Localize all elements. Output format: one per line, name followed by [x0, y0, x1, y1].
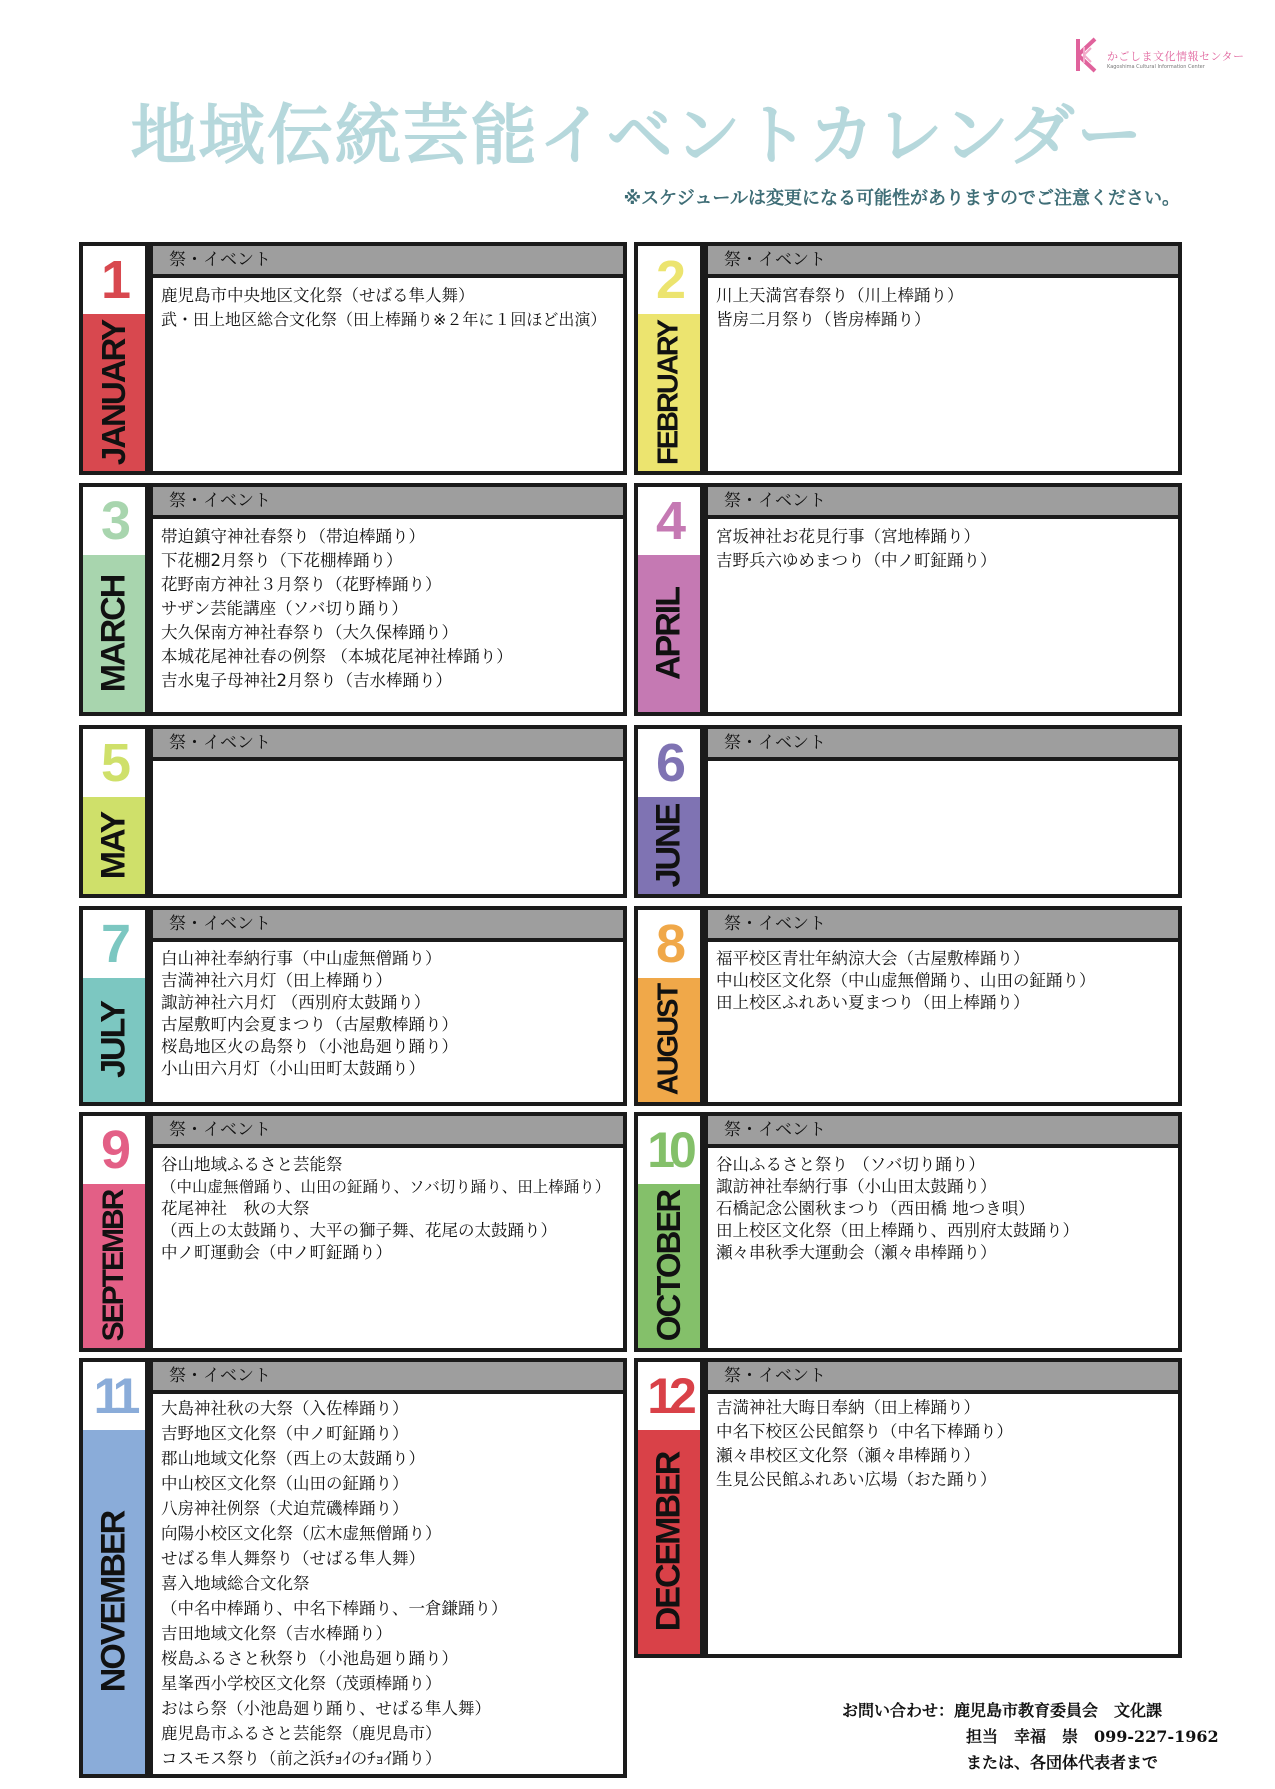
event-item: 吉満神社六月灯（田上棒踊り） — [161, 971, 392, 990]
month-name: MAY — [94, 812, 133, 879]
event-item: 田上校区文化祭（田上棒踊り、西別府太鼓踊り） — [716, 1221, 1079, 1240]
event-item: 吉水鬼子母神社2月祭り（吉水棒踊り） — [161, 671, 452, 690]
contact-line-1: お問い合わせ：鹿児島市教育委員会 文化課 — [842, 1701, 1163, 1720]
event-header: 祭・イベント — [153, 910, 623, 938]
event-list — [708, 278, 1178, 471]
event-item: 喜入地域総合文化祭 — [161, 1574, 310, 1593]
month-label-column — [638, 1116, 700, 1348]
event-header: 祭・イベント — [708, 729, 1178, 757]
month-label-column — [638, 487, 700, 712]
logo-k-icon — [1075, 36, 1101, 74]
event-item: サザン芸能講座（ソバ切り踊り） — [161, 599, 408, 618]
month-number: 10 — [647, 1122, 691, 1178]
event-item: 郡山地域文化祭（西上の太鼓踊り） — [161, 1449, 425, 1468]
month-name: SEPTEMBR — [97, 1190, 130, 1342]
event-item: 吉満神社大晦日奉納（田上棒踊り） — [716, 1398, 980, 1417]
event-item: 田上校区ふれあい夏まつり（田上棒踊り） — [716, 993, 1030, 1012]
contact-line-3: または、各団体代表者まで — [966, 1753, 1159, 1772]
month-name: DECEMBER — [649, 1452, 688, 1632]
event-item: 星峯西小学校区文化祭（茂頭棒踊り） — [161, 1674, 442, 1693]
event-item: 花野南方神社３月祭り（花野棒踊り） — [161, 575, 442, 594]
event-item: 谷山地域ふるさと芸能祭 — [161, 1155, 343, 1174]
event-item: 生見公民館ふれあい広場（おた踊り） — [716, 1470, 997, 1489]
month-name: NOVEMBER — [94, 1511, 133, 1693]
month-name-band — [83, 314, 145, 471]
event-item: 鹿児島市ふるさと芸能祭（鹿児島市） — [161, 1724, 442, 1743]
event-item: 小山田六月灯（小山田町太鼓踊り） — [161, 1059, 425, 1078]
event-item: おはら祭（小池島廻り踊り、せばる隼人舞） — [161, 1699, 491, 1718]
event-header: 祭・イベント — [153, 487, 623, 515]
event-list — [153, 942, 623, 1102]
month-number: 11 — [93, 1368, 135, 1424]
month-name: APRIL — [649, 587, 688, 680]
event-item: 向陽小校区文化祭（広木虚無僧踊り） — [161, 1524, 442, 1543]
event-list — [153, 1394, 623, 1774]
month-name: JULY — [94, 1002, 133, 1078]
month-name-band — [638, 797, 700, 894]
month-number: 7 — [100, 914, 128, 974]
event-header: 祭・イベント — [153, 1362, 623, 1390]
event-item: 川上天満宮春祭り（川上棒踊り） — [716, 286, 964, 305]
month-number: 9 — [100, 1120, 128, 1180]
event-item: 中山校区文化祭（山田の鉦踊り） — [161, 1474, 409, 1493]
event-item: 諏訪神社六月灯 （西別府太鼓踊り） — [161, 993, 431, 1012]
event-item: 大久保南方神社春祭り（大久保棒踊り） — [161, 623, 458, 642]
month-label-column — [83, 1362, 145, 1774]
contact-info — [842, 1698, 1219, 1776]
event-item: 吉野地区文化祭（中ノ町鉦踊り） — [161, 1424, 409, 1443]
event-item: 桜島ふるさと秋祭り（小池島廻り踊り） — [161, 1649, 458, 1668]
event-item: 武・田上地区総合文化祭（田上棒踊り※２年に１回ほど出演） — [161, 310, 607, 329]
month-label-column — [638, 1362, 700, 1654]
event-item: 諏訪神社奉納行事（小山田太鼓踊り） — [716, 1177, 997, 1196]
month-name-band — [638, 978, 700, 1102]
page-title: 地域伝統芸能イベントカレンダー — [130, 97, 1145, 174]
month-card-septembr — [79, 1112, 627, 1352]
event-header: 祭・イベント — [708, 910, 1178, 938]
event-item: 下花棚2月祭り（下花棚棒踊り） — [161, 551, 403, 570]
event-item: 石橋記念公園秋まつり（西田橋 地つき唄） — [716, 1199, 1035, 1218]
event-list — [153, 278, 623, 471]
month-name-band — [638, 1430, 700, 1654]
month-card-december — [634, 1358, 1182, 1658]
month-name: AUGUST — [652, 984, 685, 1096]
month-card-august — [634, 906, 1182, 1106]
schedule-notice: ※スケジュールは変更になる可能性がありますのでご注意ください。 — [623, 188, 1180, 209]
event-item: 本城花尾神社春の例祭 （本城花尾神社棒踊り） — [161, 647, 513, 666]
event-header: 祭・イベント — [153, 1116, 623, 1144]
event-list — [708, 1148, 1178, 1348]
event-item: 宮坂神社お花見行事（宮地棒踊り） — [716, 527, 980, 546]
event-header: 祭・イベント — [708, 246, 1178, 274]
month-number: 6 — [655, 733, 683, 793]
month-name-band — [83, 797, 145, 894]
event-list — [708, 519, 1178, 712]
month-name: FEBRUARY — [652, 320, 685, 465]
month-name-band — [83, 555, 145, 712]
event-header: 祭・イベント — [153, 246, 623, 274]
event-item: 八房神社例祭（犬迫荒磯棒踊り） — [161, 1499, 409, 1518]
event-item: 瀬々串秋季大運動会（瀬々串棒踊り） — [716, 1243, 997, 1262]
event-list — [708, 1394, 1178, 1654]
event-item: 古屋敷町内会夏まつり（古屋敷棒踊り） — [161, 1015, 458, 1034]
month-card-may — [79, 725, 627, 898]
event-list — [153, 519, 623, 712]
month-card-june — [634, 725, 1182, 898]
month-card-october — [634, 1112, 1182, 1352]
month-number: 8 — [655, 914, 683, 974]
event-item: 中山校区文化祭（中山虚無僧踊り、山田の鉦踊り） — [716, 971, 1096, 990]
month-label-column — [83, 910, 145, 1102]
month-label-column — [83, 487, 145, 712]
month-name-band — [638, 314, 700, 471]
month-card-march — [79, 483, 627, 716]
event-item: 中名下校区公民館祭り（中名下棒踊り） — [716, 1422, 1013, 1441]
event-item: 白山神社奉納行事（中山虚無僧踊り） — [161, 949, 442, 968]
month-card-november — [79, 1358, 627, 1778]
event-item: 花尾神社 秋の大祭 — [161, 1199, 310, 1218]
month-label-column — [83, 1116, 145, 1348]
event-item: （中山虚無僧踊り、山田の鉦踊り、ソバ切り踊り、田上棒踊り） — [161, 1178, 611, 1196]
month-card-january — [79, 242, 627, 475]
month-card-july — [79, 906, 627, 1106]
event-list — [153, 1148, 623, 1348]
event-item: 中ノ町運動会（中ノ町鉦踊り） — [161, 1243, 392, 1262]
month-name-band — [638, 1184, 700, 1348]
month-name-band — [83, 1184, 145, 1348]
month-number: 4 — [655, 491, 683, 551]
logo-subtitle: Kagoshima Cultural Information Center — [1107, 64, 1205, 70]
month-label-column — [638, 246, 700, 471]
event-list — [708, 761, 1178, 894]
event-item: （中名中棒踊り、中名下棒踊り、一倉鎌踊り） — [161, 1599, 508, 1618]
event-item: せばる隼人舞祭り（せばる隼人舞） — [161, 1549, 425, 1568]
event-item: 皆房二月祭り（皆房棒踊り） — [716, 310, 931, 329]
month-name-band — [83, 978, 145, 1102]
month-number: 1 — [100, 250, 128, 310]
month-number: 5 — [100, 733, 128, 793]
month-label-column — [638, 729, 700, 894]
month-card-april — [634, 483, 1182, 716]
event-item: 福平校区青壮年納涼大会（古屋敷棒踊り） — [716, 949, 1030, 968]
month-name: OCTOBER — [650, 1190, 687, 1342]
contact-line-2: 担当 幸福 崇 099-227-1962 — [966, 1727, 1219, 1746]
event-header: 祭・イベント — [708, 1362, 1178, 1390]
month-label-column — [83, 246, 145, 471]
month-label-column — [638, 910, 700, 1102]
month-name-band — [638, 555, 700, 712]
event-item: 谷山ふるさと祭り （ソバ切り踊り） — [716, 1155, 985, 1174]
event-item: コスモス祭り（前之浜ﾁｮｲのﾁｮｲ踊り） — [161, 1749, 442, 1768]
month-number: 3 — [100, 491, 128, 551]
month-name: MARCH — [94, 575, 133, 692]
month-label-column — [83, 729, 145, 894]
event-header: 祭・イベント — [708, 487, 1178, 515]
event-item: 帯迫鎮守神社春祭り（帯迫棒踊り） — [161, 527, 425, 546]
event-item: 鹿児島市中央地区文化祭（せばる隼人舞） — [161, 286, 475, 305]
logo-name: かごしま文化情報センター — [1107, 50, 1245, 63]
month-card-february — [634, 242, 1182, 475]
event-list — [708, 942, 1178, 1102]
event-item: 桜島地区火の島祭り（小池島廻り踊り） — [161, 1037, 458, 1056]
event-item: 吉田地域文化祭（吉水棒踊り） — [161, 1624, 392, 1643]
event-item: 大島神社秋の大祭（入佐棒踊り） — [161, 1399, 409, 1418]
month-name-band — [83, 1430, 145, 1774]
month-number: 12 — [647, 1368, 691, 1424]
month-name: JUNE — [649, 804, 688, 887]
event-list — [153, 761, 623, 894]
event-item: （西上の太鼓踊り、大平の獅子舞、花尾の太鼓踊り） — [161, 1221, 557, 1240]
event-item: 瀬々串校区文化祭（瀬々串棒踊り） — [716, 1446, 980, 1465]
event-item: 吉野兵六ゆめまつり（中ノ町鉦踊り） — [716, 551, 997, 570]
event-header: 祭・イベント — [153, 729, 623, 757]
logo — [1075, 36, 1255, 80]
month-name: JANUARY — [95, 320, 132, 465]
event-header: 祭・イベント — [708, 1116, 1178, 1144]
month-number: 2 — [655, 250, 683, 310]
